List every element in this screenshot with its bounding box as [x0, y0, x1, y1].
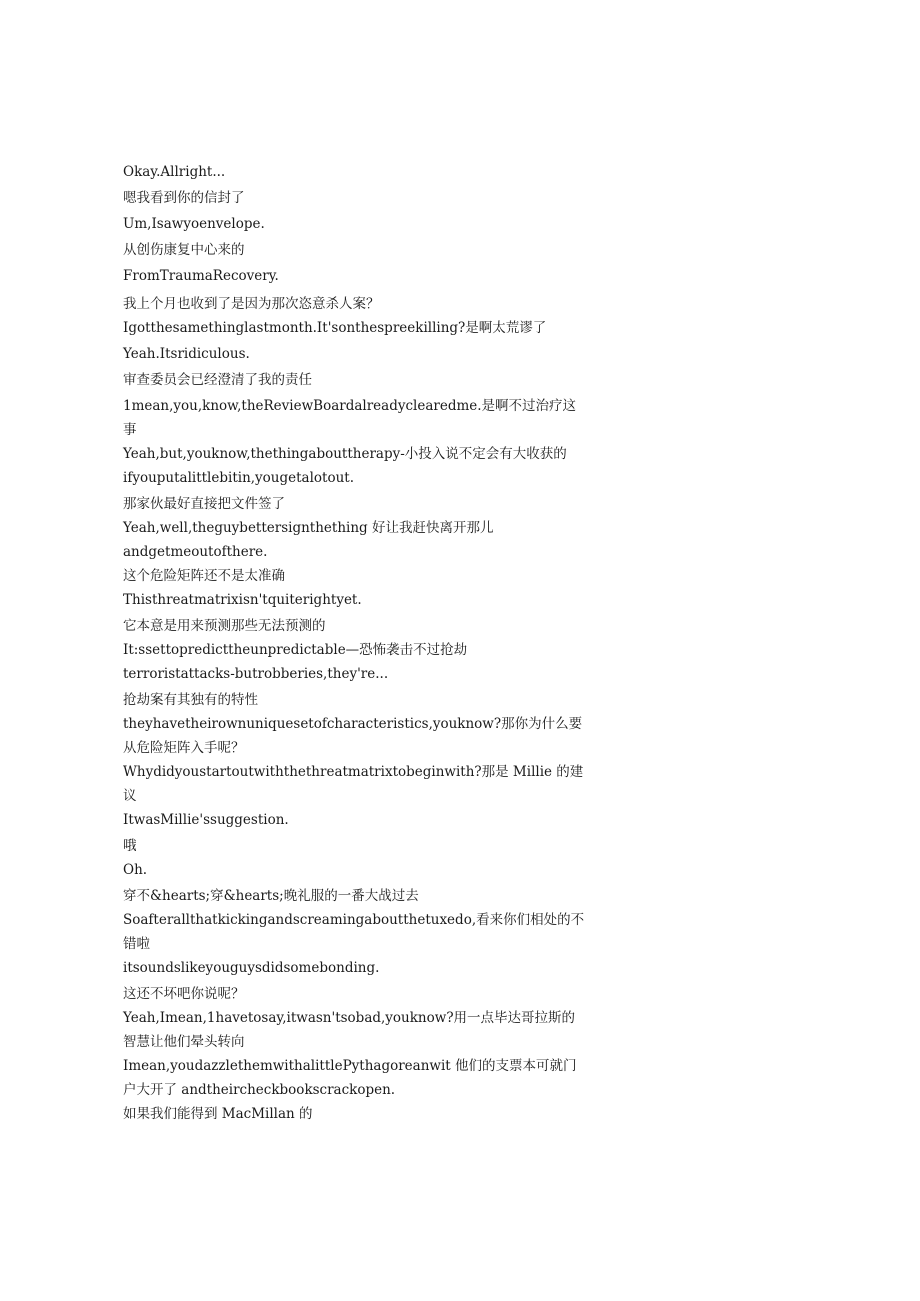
text-line: Igotthesamethinglastmonth.It'sonthespreekilling?是啊太荒谬了	[123, 320, 547, 336]
text-line: itsoundslikeyouguysdidsomebonding.	[123, 960, 380, 976]
text-line: Um,Isawyoenvelope.	[123, 216, 265, 232]
text-line: Imean,youdazzlethemwithalittlePythagoreanwit 他们的支票本可就门户大开了 andtheircheckbookscrackopen.	[123, 1058, 577, 1098]
text-line: 审查委员会已经澄清了我的责任	[123, 372, 312, 388]
text-line: Yeah,Imean,1havetosay,itwasn'tsobad,youknow?用一点毕达哥拉斯的智慧让他们晕头转向	[123, 1010, 576, 1050]
text-line: Yeah.Itsridiculous.	[123, 346, 250, 362]
text-line: 从创伤康复中心来的	[123, 242, 245, 258]
text-line: 我上个月也收到了是因为那次恣意杀人案？	[123, 296, 380, 312]
text-line: 嗯我看到你的信封了	[123, 190, 245, 206]
text-line: andgetmeoutofthere.	[123, 544, 268, 560]
text-line: 这个危险矩阵还不是太准确	[123, 568, 285, 584]
text-line: 抢劫案有其独有的特性	[123, 692, 258, 708]
text-line: theyhavetheirownuniquesetofcharacteristics,youknow?那你为什么要从危险矩阵入手呢？	[123, 716, 583, 756]
text-line: 那家伙最好直接把文件签了	[123, 496, 285, 512]
text-line: ItwasMillie'ssuggestion.	[123, 812, 289, 828]
text-line: Whydidyoustartoutwiththethreatmatrixtobeginwith?那是 Millie 的建议	[123, 764, 584, 804]
text-line: Yeah,well,theguybettersignthething 好让我赶快离开那儿	[123, 520, 494, 536]
text-line: Oh.	[123, 862, 148, 878]
text-line: 1mean,you,know,theReviewBoardalreadyclearedme.是啊不过治疗这事	[123, 398, 577, 438]
text-line: Soafterallthatkickingandscreamingaboutthetuxedo,看来你们相处的不错啦	[123, 912, 585, 952]
text-line: 哦	[123, 838, 137, 854]
text-line: It:ssettopredicttheunpredictable—恐怖袭击不过抢劫	[123, 642, 468, 658]
text-line: Okay.Allright...	[123, 164, 226, 180]
text-line: FromTraumaRecovery.	[123, 268, 279, 284]
text-line: 这还不坏吧你说呢？	[123, 986, 245, 1002]
text-line: ifyouputalittlebitin,yougetalotout.	[123, 470, 355, 486]
text-line: 它本意是用来预测那些无法预测的	[123, 618, 326, 634]
text-line: Yeah,but,youknow,thethingabouttherapy-小投入说不定会有大收获的	[123, 446, 567, 462]
text-line: 穿不&hearts;穿&hearts;晚礼服的一番大战过去	[123, 888, 419, 904]
text-line: terroristattacks-butrobberies,they're...	[123, 666, 389, 682]
text-line: 如果我们能得到 MacMillan 的	[123, 1106, 313, 1122]
subtitle-transcript	[123, 160, 588, 1126]
text-line: Thisthreatmatrixisn'tquiterightyet.	[123, 592, 362, 608]
